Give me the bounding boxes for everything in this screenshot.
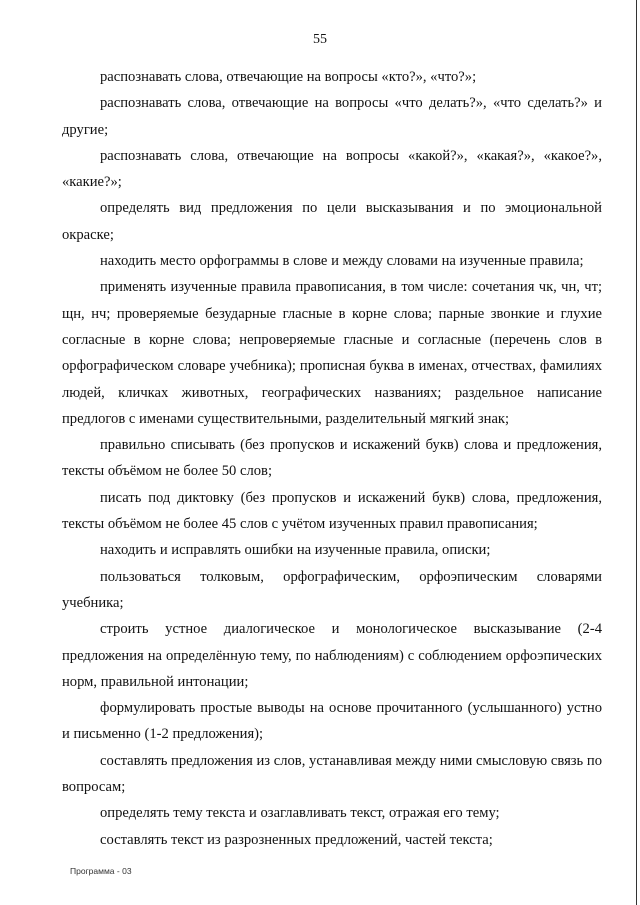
paragraph: правильно списывать (без пропусков и искажений букв) слова и предложения, тексты объёмом не более 50 слов; <box>62 437 602 480</box>
body-text <box>62 64 602 853</box>
paragraph: составлять текст из разрозненных предложений, частей текста; <box>100 831 493 848</box>
paragraph: составлять предложения из слов, устанавливая между ними смысловую связь по вопросам; <box>62 752 602 796</box>
paragraph: находить место орфограммы в слове и между словами на изученные правила; <box>100 253 584 270</box>
paragraph: формулировать простые выводы на основе прочитанного (услышанного) устно и письменно (1-2 предложения); <box>62 700 602 743</box>
footer-label: Программа - 03 <box>70 866 132 876</box>
paragraph: строить устное диалогическое и монологическое высказывание (2-4 предложения на определённую тему, по наблюдениям) с соблюдением орфоэпических норм, правильной интонации; <box>62 621 602 690</box>
paragraph: распознавать слова, отвечающие на вопросы «кто?», «что?»; <box>100 69 477 85</box>
scan-edge-line <box>636 0 637 905</box>
paragraph: находить и исправлять ошибки на изученные правила, описки; <box>100 542 491 559</box>
paragraph: писать под диктовку (без пропусков и искажений букв) слова, предложения, тексты объёмом не более 45 слов с учётом изученных правил правописания; <box>62 489 602 533</box>
paragraph: применять изученные правила правописания, в том числе: сочетания чк, чн, чт; щн, нч; проверяемые безударные гласные в корне слова; парные звонкие и глухие согласные в корне слова; непроверяемые гласные и согласные (перечень слов в орфографическом словаре учебника); прописная буква в именах, отчествах, фамилиях людей, кличках животных, географических названиях; раздельное написание предлогов с именами существительными, разделительный мягкий знак; <box>62 279 602 427</box>
paragraph: определять тему текста и озаглавливать текст, отражая его тему; <box>100 805 500 822</box>
page-number: 55 <box>313 32 327 47</box>
paragraph: распознавать слова, отвечающие на вопросы «что делать?», «что сделать?» и другие; <box>62 95 602 138</box>
paragraph: определять вид предложения по цели высказывания и по эмоциональной окраске; <box>62 200 602 243</box>
paragraph: распознавать слова, отвечающие на вопросы «какой?», «какая?», «какое?», «какие?»; <box>62 147 602 191</box>
paragraph: пользоваться толковым, орфографическим, орфоэпическим словарями учебника; <box>62 568 602 611</box>
